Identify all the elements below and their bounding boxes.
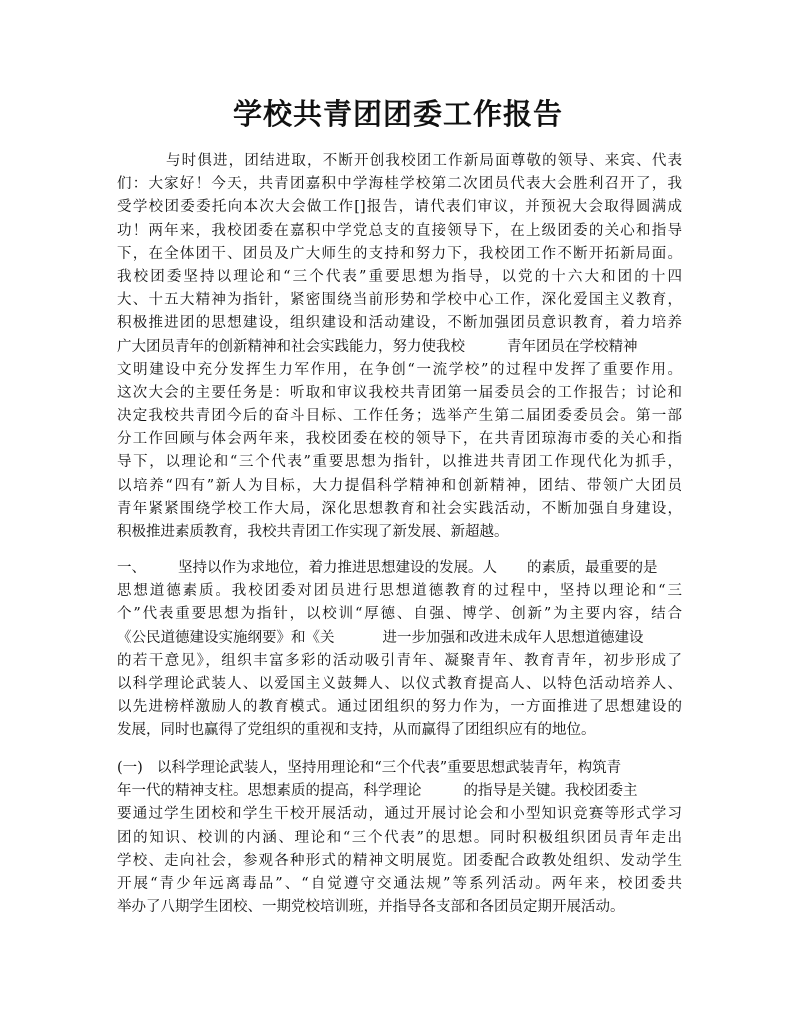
text-line: 发展，同时也赢得了党组织的重视和支持，从而赢得了团组织应有的地位。 bbox=[117, 722, 596, 739]
text-line: 我校团委坚持以理论和“三个代表”重要思想为指导，以党的十六大和团的十四 bbox=[117, 268, 682, 285]
text-line: 这次大会的主要任务是：听取和审议我校共青团第一届委员会的工作报告；讨论和 bbox=[117, 384, 682, 401]
text-segment: 《公民道德建设实施纲要》和《关 bbox=[117, 629, 335, 646]
text-segment: 年一代的精神支柱。思想素质的提高，科学理论 bbox=[117, 783, 422, 800]
text-line: 要通过学生团校和学生干校开展活动，通过开展讨论会和小型知识竞赛等形式学习 bbox=[117, 806, 682, 823]
text-line-split bbox=[117, 336, 682, 359]
text-line: 导下，以理论和“三个代表”重要思想为指针，以推进共青团工作现代化为抓手， bbox=[117, 454, 682, 471]
text-line: 受学校团委委托向本次大会做工作[]报告，请代表们审议，并预祝大会取得圆满成 bbox=[117, 199, 682, 216]
text-line-split bbox=[117, 627, 682, 650]
subsection-number: (一) bbox=[117, 760, 143, 776]
paragraph-intro bbox=[117, 150, 682, 544]
text-line: 与时俱进，团结进取，不断开创我校团工作新局面尊敬的领导、来宾、代表 bbox=[166, 153, 682, 169]
section-heading-line bbox=[117, 557, 682, 580]
text-line: 学校、走向社会，参观各种形式的精神文明展览。团委配合政教处组织、发动学生 bbox=[117, 852, 682, 869]
text-line: 下，在全体团干、团员及广大师生的支持和努力下，我校团工作不断开拓新局面。 bbox=[117, 245, 682, 262]
text-line: 以先进榜样激励人的教育模式。通过团组织的努力作为，一方面推进了思想建设的 bbox=[117, 699, 682, 716]
text-line: 分工作回顾与体会两年来，我校团委在校的领导下，在共青团琼海市委的关心和指 bbox=[117, 431, 682, 448]
text-line: 团的知识、校训的内涵、理论和“三个代表”的思想。同时积极组织团员青年走出 bbox=[117, 829, 682, 846]
text-segment: 青年团员在学校精神 bbox=[507, 338, 638, 355]
text-line: 开展“青少年远离毒品”、“自觉遵守交通法规”等系列活动。两年来，校团委共 bbox=[117, 875, 682, 892]
section-number: 一、 bbox=[117, 560, 146, 576]
subsection-heading-line bbox=[117, 757, 682, 780]
text-line: 积极推进素质教育，我校共青团工作实现了新发展、新超越。 bbox=[117, 524, 509, 540]
text-segment: 进一步加强和改进未成年人思想道德建设 bbox=[382, 629, 644, 646]
text-line: 青年紧紧围绕学校工作大局，深化思想教育和社会实践活动，不断加强自身建设， bbox=[117, 500, 682, 517]
paragraph-section-one bbox=[117, 557, 682, 743]
text-segment: 的素质，最重要的是 bbox=[527, 560, 658, 576]
text-line: 举办了八期学生团校、一期党校培训班，并指导各支部和各团员定期开展活动。 bbox=[117, 899, 625, 916]
text-segment: 广大团员青年的创新精神和社会实践能力，努力使我校 bbox=[117, 338, 465, 355]
text-segment: 以科学理论武装人，坚持用理论和“三个代表”重要思想武装青年，构筑青 bbox=[156, 760, 622, 776]
page-title: 学校共青团团委工作报告 bbox=[232, 97, 563, 131]
text-line: 决定我校共青团今后的奋斗目标、工作任务；选举产生第二届团委委员会。第一部 bbox=[117, 408, 682, 425]
text-line: 思想道德素质。我校团委对团员进行思想道德教育的过程中，坚持以理论和“三 bbox=[117, 583, 682, 600]
text-segment: 的指导是关键。我校团委主 bbox=[463, 783, 638, 800]
text-line: 的若干意见》，组织丰富多彩的活动吸引青年、凝聚青年、教育青年，初步形成了 bbox=[117, 652, 682, 669]
text-segment: 坚持以作为求地位，着力推进思想建设的发展。人 bbox=[178, 560, 497, 576]
text-line: 大、十五大精神为指针，紧密围绕当前形势和学校中心工作，深化爱国主义教育， bbox=[117, 292, 682, 309]
text-line-split bbox=[117, 780, 682, 803]
text-line: 积极推进团的思想建设，组织建设和活动建设，不断加强团员意识教育，着力培养 bbox=[117, 315, 682, 332]
text-line: 以科学理论武装人、以爱国主义鼓舞人、以仪式教育提高人、以特色活动培养人、 bbox=[117, 675, 682, 692]
text-line: 文明建设中充分发挥生力军作用，在争创“一流学校”的过程中发挥了重要作用。 bbox=[117, 361, 682, 378]
text-line: 以培养“四有”新人为目标，大力提倡科学精神和创新精神，团结、带领广大团员 bbox=[117, 477, 682, 494]
text-line: 个”代表重要思想为指针，以校训“厚德、自强、博学、创新”为主要内容，结合 bbox=[117, 606, 682, 623]
text-line: 功！两年来，我校团委在嘉积中学党总支的直接领导下，在上级团委的关心和指导 bbox=[117, 222, 682, 239]
paragraph-subsection-one bbox=[117, 757, 682, 919]
text-line: 们：大家好！今天，共青团嘉积中学海桂学校第二次团员代表大会胜利召开了，我 bbox=[117, 176, 682, 193]
